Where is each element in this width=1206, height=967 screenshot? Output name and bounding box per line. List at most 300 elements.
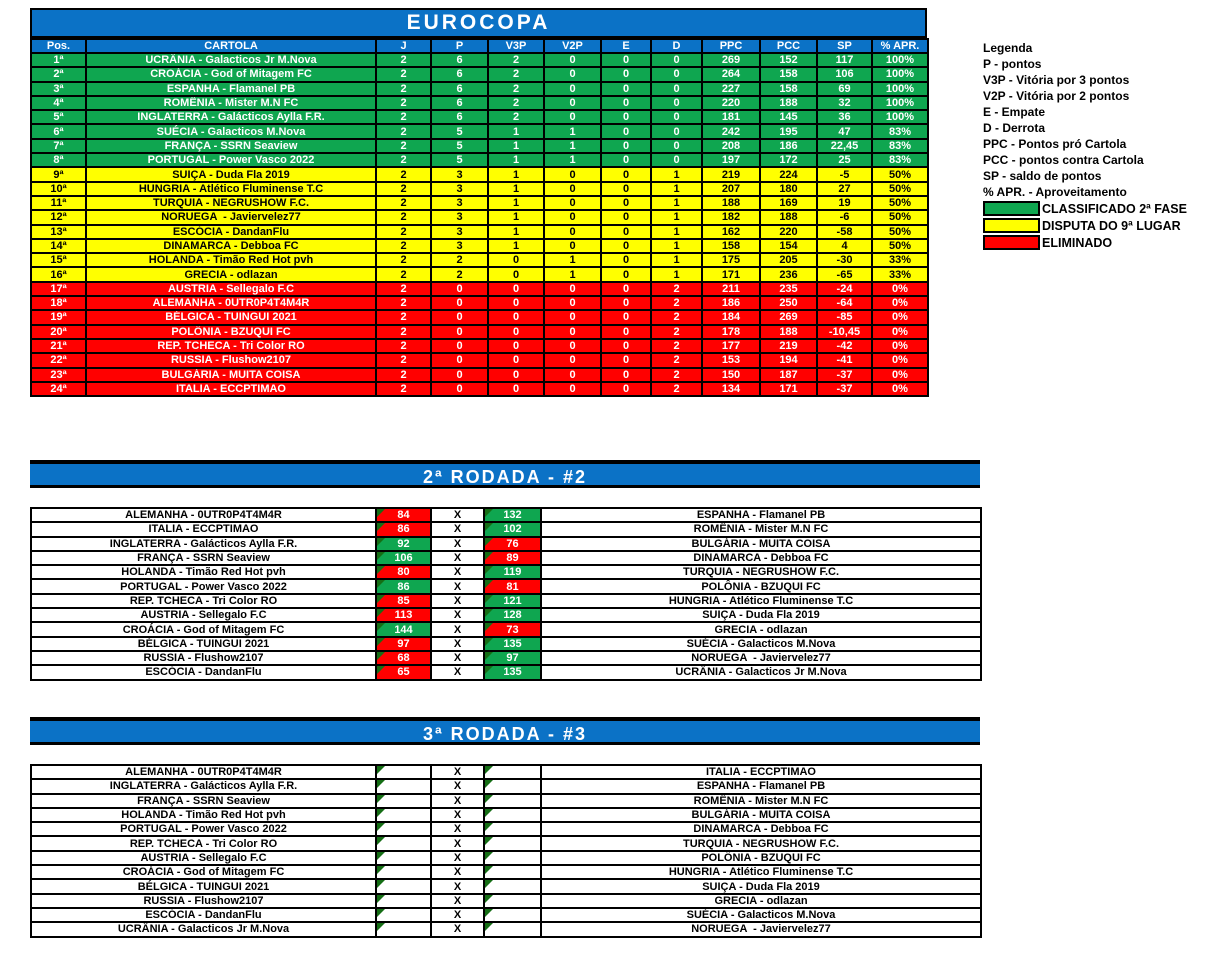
legend-swatch-yellow bbox=[983, 218, 1040, 233]
away-score-cell bbox=[484, 922, 541, 936]
corner-triangle-icon bbox=[377, 852, 385, 860]
stat-cell-d: 1 bbox=[651, 239, 702, 253]
stat-cell-v2p: 0 bbox=[544, 110, 601, 124]
stat-cell-p: 5 bbox=[431, 139, 488, 153]
stat-cell-p: 5 bbox=[431, 153, 488, 167]
stat-cell-ppc: 188 bbox=[702, 196, 760, 210]
team-cell: RUSSIA - Flushow2107 bbox=[86, 353, 376, 367]
stat-cell-sp: -58 bbox=[817, 225, 872, 239]
away-score-cell: 135 bbox=[484, 665, 541, 679]
stat-cell-pcc: 205 bbox=[760, 253, 817, 267]
standings-row bbox=[31, 267, 928, 281]
home-team-cell: FRANÇA - SSRN Seaview bbox=[31, 794, 376, 808]
home-score-cell bbox=[376, 894, 431, 908]
home-team-cell: UCRÂNIA - Galacticos Jr M.Nova bbox=[31, 922, 376, 936]
away-team-cell: ROMÊNIA - Mister M.N FC bbox=[541, 794, 981, 808]
stat-cell-d: 1 bbox=[651, 167, 702, 181]
corner-triangle-icon bbox=[377, 509, 385, 517]
home-score-cell: 80 bbox=[376, 565, 431, 579]
away-score-cell bbox=[484, 851, 541, 865]
stat-cell-ppc: 242 bbox=[702, 124, 760, 138]
stat-cell-v2p: 0 bbox=[544, 167, 601, 181]
home-team-cell: ALEMANHA - 0UTR0P4T4M4R bbox=[31, 508, 376, 522]
standings-row bbox=[31, 353, 928, 367]
stat-cell-pcc: 186 bbox=[760, 139, 817, 153]
away-team-cell: GRECIA - odlazan bbox=[541, 894, 981, 908]
standings-row bbox=[31, 182, 928, 196]
stat-cell-j: 2 bbox=[376, 267, 431, 281]
match-row bbox=[31, 622, 981, 636]
stat-cell-v2p: 0 bbox=[544, 325, 601, 339]
standings-row bbox=[31, 382, 928, 396]
vs-cell: X bbox=[431, 765, 484, 779]
match-row bbox=[31, 665, 981, 679]
match-row bbox=[31, 651, 981, 665]
stat-cell-j: 2 bbox=[376, 339, 431, 353]
stat-cell-d: 0 bbox=[651, 67, 702, 81]
stat-cell-d: 1 bbox=[651, 225, 702, 239]
away-score-cell: 102 bbox=[484, 522, 541, 536]
stat-cell-pcc: 250 bbox=[760, 296, 817, 310]
stat-cell-j: 2 bbox=[376, 296, 431, 310]
stat-cell-e: 0 bbox=[601, 267, 651, 281]
stat-cell-sp: 69 bbox=[817, 82, 872, 96]
legend-heading: Legenda bbox=[983, 41, 1033, 55]
stat-cell-d: 0 bbox=[651, 82, 702, 96]
stat-cell-pcc: 158 bbox=[760, 67, 817, 81]
stat-cell-apr: 0% bbox=[872, 368, 928, 382]
standings-section bbox=[30, 8, 927, 397]
stat-cell-j: 2 bbox=[376, 167, 431, 181]
corner-triangle-icon bbox=[377, 638, 385, 646]
stat-cell-e: 0 bbox=[601, 382, 651, 396]
stat-cell-p: 6 bbox=[431, 53, 488, 67]
stat-cell-j: 2 bbox=[376, 282, 431, 296]
standings-row bbox=[31, 139, 928, 153]
away-score-cell bbox=[484, 808, 541, 822]
away-team-cell: BULGÁRIA - MUITA COISA bbox=[541, 808, 981, 822]
home-score-cell: 68 bbox=[376, 651, 431, 665]
corner-triangle-icon bbox=[485, 509, 493, 517]
stat-cell-e: 0 bbox=[601, 182, 651, 196]
away-score-cell: 132 bbox=[484, 508, 541, 522]
away-team-cell: DINAMARCA - Debboa FC bbox=[541, 551, 981, 565]
stat-cell-sp: -10,45 bbox=[817, 325, 872, 339]
column-header: J bbox=[376, 39, 431, 53]
standings-row bbox=[31, 282, 928, 296]
away-team-cell: NORUEGA - Javiervelez77 bbox=[541, 651, 981, 665]
legend-status-label: ELIMINADO bbox=[1042, 235, 1113, 250]
stat-cell-ppc: 162 bbox=[702, 225, 760, 239]
stat-cell-v3p: 1 bbox=[488, 196, 544, 210]
standings-row bbox=[31, 225, 928, 239]
stat-cell-j: 2 bbox=[376, 310, 431, 324]
standings-row bbox=[31, 124, 928, 138]
stat-cell-v2p: 0 bbox=[544, 225, 601, 239]
stat-cell-v3p: 1 bbox=[488, 139, 544, 153]
corner-triangle-icon bbox=[377, 809, 385, 817]
standings-row bbox=[31, 53, 928, 67]
corner-triangle-icon bbox=[485, 780, 493, 788]
stat-cell-sp: -6 bbox=[817, 210, 872, 224]
corner-triangle-icon bbox=[377, 666, 385, 674]
stat-cell-v2p: 0 bbox=[544, 196, 601, 210]
stat-cell-pcc: 195 bbox=[760, 124, 817, 138]
stat-cell-v3p: 0 bbox=[488, 253, 544, 267]
home-score-cell bbox=[376, 765, 431, 779]
home-team-cell: REP. TCHECA - Tri Color RO bbox=[31, 836, 376, 850]
corner-triangle-icon bbox=[485, 538, 493, 546]
vs-cell: X bbox=[431, 594, 484, 608]
corner-triangle-icon bbox=[377, 609, 385, 617]
standings-row bbox=[31, 167, 928, 181]
tournament-title: EUROCOPA bbox=[30, 8, 927, 38]
away-score-cell: 128 bbox=[484, 608, 541, 622]
stat-cell-apr: 0% bbox=[872, 296, 928, 310]
team-cell: BULGÁRIA - MUITA COISA bbox=[86, 368, 376, 382]
stat-cell-p: 0 bbox=[431, 382, 488, 396]
stat-cell-apr: 100% bbox=[872, 67, 928, 81]
match-row bbox=[31, 551, 981, 565]
legend-statuses bbox=[983, 200, 1205, 251]
pos-cell: 17ª bbox=[31, 282, 86, 296]
standings-row bbox=[31, 196, 928, 210]
home-team-cell: AUSTRIA - Sellegalo F.C bbox=[31, 851, 376, 865]
vs-cell: X bbox=[431, 665, 484, 679]
stat-cell-j: 2 bbox=[376, 325, 431, 339]
stat-cell-p: 2 bbox=[431, 253, 488, 267]
standings-row bbox=[31, 96, 928, 110]
match-row bbox=[31, 779, 981, 793]
stat-cell-e: 0 bbox=[601, 368, 651, 382]
home-team-cell: PORTUGAL - Power Vasco 2022 bbox=[31, 822, 376, 836]
away-score-cell: 81 bbox=[484, 579, 541, 593]
match-row bbox=[31, 851, 981, 865]
home-team-cell: ESCÓCIA - DandanFlu bbox=[31, 665, 376, 679]
away-score-cell bbox=[484, 879, 541, 893]
home-score-cell: 113 bbox=[376, 608, 431, 622]
vs-cell: X bbox=[431, 637, 484, 651]
vs-cell: X bbox=[431, 779, 484, 793]
stat-cell-v2p: 0 bbox=[544, 182, 601, 196]
home-score-cell: 92 bbox=[376, 537, 431, 551]
stat-cell-p: 5 bbox=[431, 124, 488, 138]
vs-cell: X bbox=[431, 808, 484, 822]
stat-cell-v2p: 1 bbox=[544, 139, 601, 153]
away-team-cell: NORUEGA - Javiervelez77 bbox=[541, 922, 981, 936]
away-team-cell: SUIÇA - Duda Fla 2019 bbox=[541, 879, 981, 893]
match-row bbox=[31, 765, 981, 779]
legend-status-label: CLASSIFICADO 2ª FASE bbox=[1042, 201, 1187, 216]
stat-cell-v2p: 0 bbox=[544, 382, 601, 396]
standings-table bbox=[30, 38, 929, 397]
stat-cell-e: 0 bbox=[601, 325, 651, 339]
stat-cell-v2p: 1 bbox=[544, 253, 601, 267]
away-team-cell: ESPANHA - Flamanel PB bbox=[541, 779, 981, 793]
corner-triangle-icon bbox=[377, 880, 385, 888]
stat-cell-pcc: 169 bbox=[760, 196, 817, 210]
legend-line: PCC - pontos contra Cartola bbox=[983, 153, 1144, 167]
match-row bbox=[31, 565, 981, 579]
stat-cell-ppc: 186 bbox=[702, 296, 760, 310]
standings-row bbox=[31, 339, 928, 353]
pos-cell: 7ª bbox=[31, 139, 86, 153]
stat-cell-d: 0 bbox=[651, 110, 702, 124]
away-team-cell: SUIÇA - Duda Fla 2019 bbox=[541, 608, 981, 622]
corner-triangle-icon bbox=[377, 909, 385, 917]
stat-cell-v2p: 0 bbox=[544, 96, 601, 110]
pos-cell: 20ª bbox=[31, 325, 86, 339]
stat-cell-ppc: 269 bbox=[702, 53, 760, 67]
standings-row bbox=[31, 325, 928, 339]
column-header: SP bbox=[817, 39, 872, 53]
away-score-cell bbox=[484, 908, 541, 922]
corner-triangle-icon bbox=[485, 623, 493, 631]
stat-cell-apr: 0% bbox=[872, 382, 928, 396]
corner-triangle-icon bbox=[485, 652, 493, 660]
stat-cell-sp: -24 bbox=[817, 282, 872, 296]
standings-row bbox=[31, 210, 928, 224]
legend-status-row bbox=[983, 200, 1205, 217]
stat-cell-sp: 22,45 bbox=[817, 139, 872, 153]
stat-cell-e: 0 bbox=[601, 339, 651, 353]
corner-triangle-icon bbox=[485, 766, 493, 774]
stat-cell-ppc: 207 bbox=[702, 182, 760, 196]
away-score-cell: 135 bbox=[484, 637, 541, 651]
corner-triangle-icon bbox=[485, 880, 493, 888]
home-score-cell bbox=[376, 922, 431, 936]
corner-triangle-icon bbox=[377, 566, 385, 574]
match-row bbox=[31, 794, 981, 808]
pos-cell: 14ª bbox=[31, 239, 86, 253]
away-team-cell: DINAMARCA - Debboa FC bbox=[541, 822, 981, 836]
stat-cell-ppc: 208 bbox=[702, 139, 760, 153]
stat-cell-p: 3 bbox=[431, 182, 488, 196]
legend-line: V3P - Vitória por 3 pontos bbox=[983, 73, 1130, 87]
away-team-cell: TURQUIA - NEGRUSHOW F.C. bbox=[541, 836, 981, 850]
pos-cell: 11ª bbox=[31, 196, 86, 210]
corner-triangle-icon bbox=[485, 895, 493, 903]
pos-cell: 12ª bbox=[31, 210, 86, 224]
stat-cell-v3p: 1 bbox=[488, 225, 544, 239]
corner-triangle-icon bbox=[485, 595, 493, 603]
team-cell: GRECIA - odlazan bbox=[86, 267, 376, 281]
match-row bbox=[31, 822, 981, 836]
stat-cell-e: 0 bbox=[601, 196, 651, 210]
match-row bbox=[31, 908, 981, 922]
match-row bbox=[31, 522, 981, 536]
home-score-cell: 85 bbox=[376, 594, 431, 608]
away-team-cell: GRECIA - odlazan bbox=[541, 622, 981, 636]
stat-cell-apr: 50% bbox=[872, 210, 928, 224]
stat-cell-ppc: 158 bbox=[702, 239, 760, 253]
stat-cell-d: 2 bbox=[651, 282, 702, 296]
stat-cell-pcc: 224 bbox=[760, 167, 817, 181]
stat-cell-ppc: 211 bbox=[702, 282, 760, 296]
corner-triangle-icon bbox=[377, 580, 385, 588]
corner-triangle-icon bbox=[485, 580, 493, 588]
stat-cell-p: 3 bbox=[431, 225, 488, 239]
pos-cell: 23ª bbox=[31, 368, 86, 382]
stat-cell-j: 2 bbox=[376, 67, 431, 81]
stat-cell-sp: 32 bbox=[817, 96, 872, 110]
corner-triangle-icon bbox=[377, 795, 385, 803]
team-cell: ESPANHA - Flamanel PB bbox=[86, 82, 376, 96]
stat-cell-sp: 36 bbox=[817, 110, 872, 124]
home-team-cell: INGLATERRA - Galácticos Aylla F.R. bbox=[31, 537, 376, 551]
home-score-cell bbox=[376, 851, 431, 865]
away-score-cell: 73 bbox=[484, 622, 541, 636]
home-score-cell: 86 bbox=[376, 579, 431, 593]
stat-cell-e: 0 bbox=[601, 82, 651, 96]
away-team-cell: ITALIA - ECCPTIMAO bbox=[541, 765, 981, 779]
stat-cell-v2p: 0 bbox=[544, 53, 601, 67]
pos-cell: 3ª bbox=[31, 82, 86, 96]
stat-cell-pcc: 154 bbox=[760, 239, 817, 253]
corner-triangle-icon bbox=[485, 809, 493, 817]
stat-cell-v2p: 0 bbox=[544, 368, 601, 382]
team-cell: ALEMANHA - 0UTR0P4T4M4R bbox=[86, 296, 376, 310]
stat-cell-v3p: 0 bbox=[488, 267, 544, 281]
home-team-cell: RUSSIA - Flushow2107 bbox=[31, 894, 376, 908]
home-team-cell: ITALIA - ECCPTIMAO bbox=[31, 522, 376, 536]
away-team-cell: TURQUIA - NEGRUSHOW F.C. bbox=[541, 565, 981, 579]
away-team-cell: ESPANHA - Flamanel PB bbox=[541, 508, 981, 522]
stat-cell-d: 0 bbox=[651, 96, 702, 110]
home-score-cell: 97 bbox=[376, 637, 431, 651]
vs-cell: X bbox=[431, 608, 484, 622]
stat-cell-e: 0 bbox=[601, 296, 651, 310]
column-header: Pos. bbox=[31, 39, 86, 53]
home-score-cell bbox=[376, 865, 431, 879]
stat-cell-e: 0 bbox=[601, 353, 651, 367]
stat-cell-j: 2 bbox=[376, 196, 431, 210]
home-team-cell: BÉLGICA - TUINGUI 2021 bbox=[31, 637, 376, 651]
stat-cell-e: 0 bbox=[601, 124, 651, 138]
stat-cell-apr: 50% bbox=[872, 182, 928, 196]
home-team-cell: HOLANDA - Timão Red Hot pvh bbox=[31, 808, 376, 822]
stat-cell-apr: 83% bbox=[872, 124, 928, 138]
stat-cell-v2p: 1 bbox=[544, 267, 601, 281]
team-cell: UCRÂNIA - Galacticos Jr M.Nova bbox=[86, 53, 376, 67]
stat-cell-d: 2 bbox=[651, 325, 702, 339]
home-team-cell: REP. TCHECA - Tri Color RO bbox=[31, 594, 376, 608]
stat-cell-sp: -42 bbox=[817, 339, 872, 353]
legend-status-label: DISPUTA DO 9ª LUGAR bbox=[1042, 218, 1181, 233]
stat-cell-pcc: 236 bbox=[760, 267, 817, 281]
team-cell: REP. TCHECA - Tri Color RO bbox=[86, 339, 376, 353]
pos-cell: 9ª bbox=[31, 167, 86, 181]
vs-cell: X bbox=[431, 836, 484, 850]
stat-cell-sp: 19 bbox=[817, 196, 872, 210]
pos-cell: 16ª bbox=[31, 267, 86, 281]
away-score-cell bbox=[484, 822, 541, 836]
away-score-cell: 121 bbox=[484, 594, 541, 608]
stat-cell-j: 2 bbox=[376, 353, 431, 367]
vs-cell: X bbox=[431, 551, 484, 565]
vs-cell: X bbox=[431, 794, 484, 808]
corner-triangle-icon bbox=[377, 780, 385, 788]
stat-cell-pcc: 220 bbox=[760, 225, 817, 239]
stat-cell-p: 0 bbox=[431, 282, 488, 296]
stat-cell-e: 0 bbox=[601, 53, 651, 67]
round-header: 3ª RODADA - #3 bbox=[30, 717, 980, 745]
stat-cell-e: 0 bbox=[601, 96, 651, 110]
home-team-cell: CROÁCIA - God of Mitagem FC bbox=[31, 622, 376, 636]
stat-cell-apr: 50% bbox=[872, 239, 928, 253]
column-header: D bbox=[651, 39, 702, 53]
stat-cell-v3p: 1 bbox=[488, 210, 544, 224]
stat-cell-sp: -64 bbox=[817, 296, 872, 310]
match-row bbox=[31, 579, 981, 593]
home-team-cell: AUSTRIA - Sellegalo F.C bbox=[31, 608, 376, 622]
legend-status-row bbox=[983, 234, 1205, 251]
standings-row bbox=[31, 310, 928, 324]
standings-header-row bbox=[31, 39, 928, 53]
stat-cell-v3p: 1 bbox=[488, 153, 544, 167]
stat-cell-e: 0 bbox=[601, 282, 651, 296]
match-row bbox=[31, 508, 981, 522]
stat-cell-pcc: 145 bbox=[760, 110, 817, 124]
away-score-cell: 76 bbox=[484, 537, 541, 551]
stat-cell-ppc: 153 bbox=[702, 353, 760, 367]
vs-cell: X bbox=[431, 522, 484, 536]
away-score-cell: 119 bbox=[484, 565, 541, 579]
away-score-cell bbox=[484, 865, 541, 879]
pos-cell: 21ª bbox=[31, 339, 86, 353]
away-score-cell bbox=[484, 765, 541, 779]
stat-cell-e: 0 bbox=[601, 210, 651, 224]
team-cell: BÉLGICA - TUINGUI 2021 bbox=[86, 310, 376, 324]
legend bbox=[983, 40, 1205, 251]
stat-cell-v2p: 0 bbox=[544, 339, 601, 353]
stat-cell-pcc: 171 bbox=[760, 382, 817, 396]
stat-cell-sp: 4 bbox=[817, 239, 872, 253]
corner-triangle-icon bbox=[485, 923, 493, 931]
pos-cell: 18ª bbox=[31, 296, 86, 310]
team-cell: POLÔNIA - BZUQUI FC bbox=[86, 325, 376, 339]
stat-cell-pcc: 188 bbox=[760, 210, 817, 224]
match-row bbox=[31, 865, 981, 879]
stat-cell-v3p: 1 bbox=[488, 239, 544, 253]
legend-line: PPC - Pontos pró Cartola bbox=[983, 137, 1127, 151]
stat-cell-apr: 33% bbox=[872, 267, 928, 281]
stat-cell-e: 0 bbox=[601, 67, 651, 81]
stat-cell-v2p: 0 bbox=[544, 210, 601, 224]
away-team-cell: SUÉCIA - Galacticos M.Nova bbox=[541, 908, 981, 922]
stat-cell-d: 1 bbox=[651, 210, 702, 224]
stat-cell-p: 3 bbox=[431, 239, 488, 253]
stat-cell-d: 0 bbox=[651, 124, 702, 138]
pos-cell: 15ª bbox=[31, 253, 86, 267]
stat-cell-p: 6 bbox=[431, 96, 488, 110]
team-cell: NORUEGA - Javiervelez77 bbox=[86, 210, 376, 224]
match-row bbox=[31, 879, 981, 893]
stat-cell-apr: 0% bbox=[872, 310, 928, 324]
stat-cell-p: 0 bbox=[431, 325, 488, 339]
stat-cell-sp: 47 bbox=[817, 124, 872, 138]
stat-cell-ppc: 134 bbox=[702, 382, 760, 396]
stat-cell-j: 2 bbox=[376, 53, 431, 67]
stat-cell-v2p: 1 bbox=[544, 153, 601, 167]
legend-line: E - Empate bbox=[983, 105, 1046, 119]
home-score-cell: 106 bbox=[376, 551, 431, 565]
stat-cell-p: 2 bbox=[431, 267, 488, 281]
team-cell: CROÁCIA - God of Mitagem FC bbox=[86, 67, 376, 81]
legend-line: P - pontos bbox=[983, 57, 1042, 71]
corner-triangle-icon bbox=[377, 595, 385, 603]
stat-cell-v2p: 0 bbox=[544, 67, 601, 81]
